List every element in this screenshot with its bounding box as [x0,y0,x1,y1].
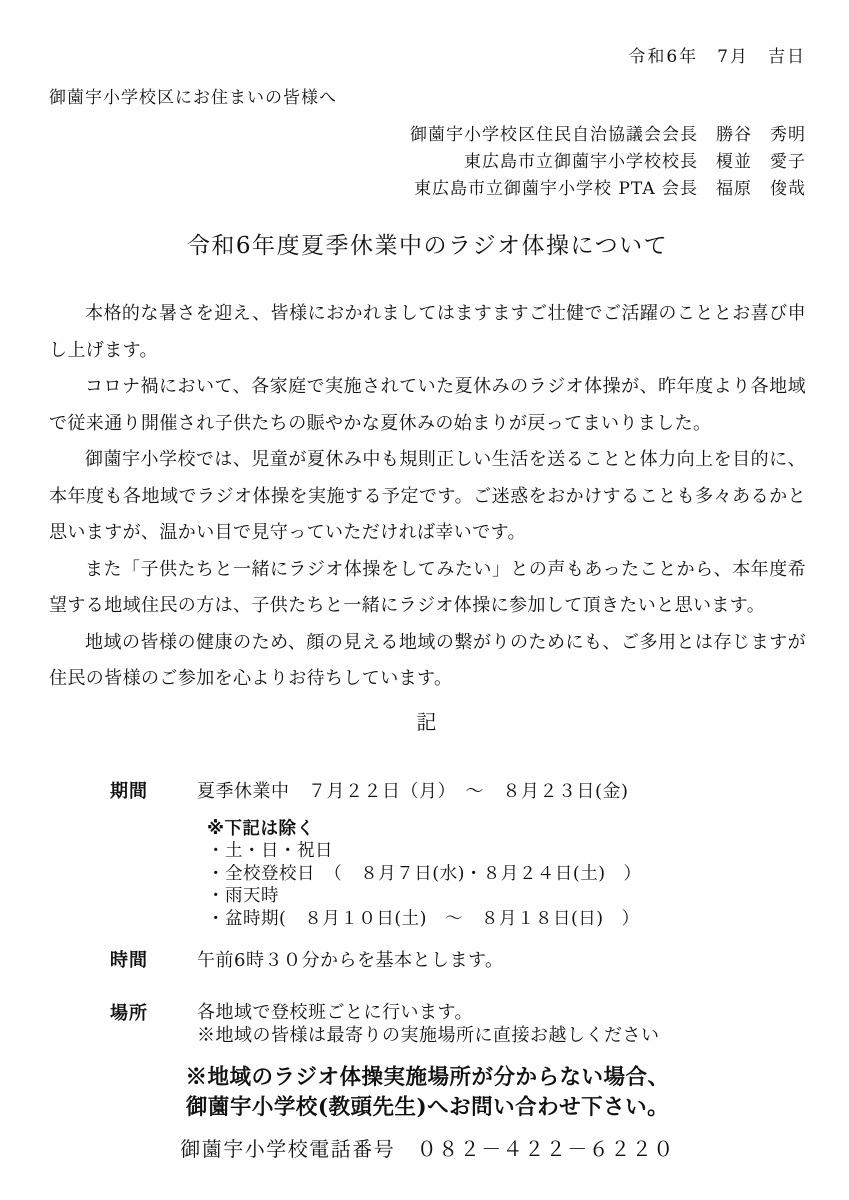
exclusion-item: ・土・日・祝日 [207,841,333,861]
time-row [49,948,806,973]
period-row [49,779,806,804]
place-note: ※地域の皆様は最寄りの実施場所に直接お越しください [197,1025,660,1046]
date-line: 令和6年 7月 吉日 [628,47,806,67]
body-paragraph: 御薗宇小学校では、児童が夏休み中も規則正しい生活を送ることと体力向上を目的に、本年度も各地域でラジオ体操を実施する予定です。ご迷惑をおかけすることも多々あるかと思いますが、温かい目で見守っていただければ幸いです。 [49,449,806,543]
body-paragraph: コロナ禍において、各家庭で実施されていた夏休みのラジオ体操が、昨年度より各地域で従来通り開催され子供たちの賑やかな夏休みの始まりが戻ってまいりました。 [49,376,806,434]
addressee-line: 御薗宇小学校区にお住まいの皆様へ [49,88,337,108]
body-paragraph: また「子供たちと一緒にラジオ体操をしてみたい」との声もあったことから、本年度希望する地域住民の方は、子供たちと一緒にラジオ体操に参加して頂きたいと思います。 [49,558,806,616]
place-row [49,1001,806,1047]
ki-marker: 記 [416,709,439,734]
sender-block [49,122,806,203]
period-label: 期間 [110,780,148,802]
details-section [49,779,806,1048]
notice-line: ※地域のラジオ体操実施場所が分からない場合、 [185,1065,670,1090]
body-paragraph: 本格的な暑さを迎え、皆様におかれましてはますますご壮健でご活躍のこととお喜び申し上げます。 [49,303,806,361]
place-label: 場所 [110,1003,148,1024]
body-paragraph: 地域の皆様の健康のため、顔の見える地域の繋がりのためにも、ご多用とは存じますが住民の皆様のご参加を心よりお待ちしています。 [49,631,806,689]
sender-line: 東広島市立御薗宇小学校校長 榎並 愛子 [464,152,806,172]
place-value: 各地域で登校班ごとに行います。 [197,1002,474,1023]
sender-line: 東広島市立御薗宇小学校 PTA 会長 福原 俊哉 [414,179,806,199]
document-title: 令和6年度夏季休業中のラジオ体操について [186,233,669,259]
exclusion-item: ・盆時期( ８月１０日(土) ～ ８月１８日(日) ） [207,908,640,929]
exclusions-block [207,818,806,931]
body-text [49,296,806,698]
sender-line: 御薗宇小学校区住民自治協議会会長 勝谷 秀明 [410,125,806,145]
exclusion-item: ・全校登校日 （ ８月７日(水)・８月２４日(土) ） [207,863,642,884]
time-label: 時間 [110,950,148,971]
notice-line: 御薗宇小学校(教頭先生)へお問い合わせ下さい。 [185,1095,670,1120]
period-value: 夏季休業中 ７月２２日（月） ～ ８月２３日(金) [197,780,629,802]
exclusion-item: ・雨天時 [207,886,279,906]
time-value: 午前6時３０分からを基本とします。 [197,950,504,971]
phone-line: 御薗宇小学校電話番号 ０８２－４２２－６２２０ [180,1137,675,1161]
exclusions-heading: ※下記は除く [207,818,315,839]
contact-notice [49,1063,806,1123]
place-content [197,1001,660,1047]
